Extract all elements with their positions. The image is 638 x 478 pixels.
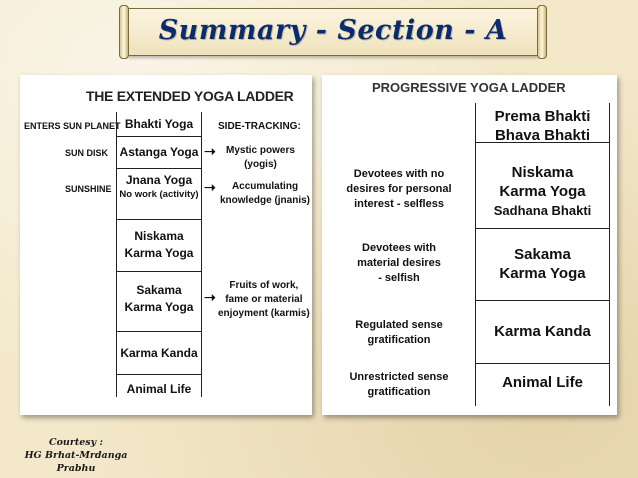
rung-niskama-karma-yoga bbox=[476, 143, 609, 229]
desc-unrestricted-sense bbox=[328, 370, 470, 400]
rung-label: Prema Bhakti bbox=[494, 108, 591, 125]
rung-label-2: Karma Yoga bbox=[499, 183, 586, 200]
extended-ladder bbox=[116, 112, 202, 397]
rung-sakama-karma-yoga bbox=[476, 229, 609, 301]
rung-animal-life bbox=[476, 363, 609, 406]
rung-label-2: Karma Yoga bbox=[124, 246, 194, 260]
right-arrow-icon: ➝ bbox=[204, 179, 216, 195]
rung-niskama-karma-yoga bbox=[117, 220, 201, 272]
rung-animal-life bbox=[117, 374, 201, 397]
side-label-sun-disk: SUN DISK bbox=[65, 148, 109, 158]
rung-sakama-karma-yoga bbox=[117, 272, 201, 332]
desc-line: Devotees with no bbox=[353, 168, 445, 180]
rung-label-2: Bhava Bhakti bbox=[494, 127, 591, 144]
desc-line: interest - selfless bbox=[354, 198, 444, 210]
note-line: Fruits of work, bbox=[229, 280, 299, 291]
side-note-accumulating-knowledge bbox=[220, 180, 310, 208]
rung-label: Karma Kanda bbox=[120, 346, 198, 360]
rung-karma-kanda bbox=[117, 332, 201, 375]
desc-line: Regulated sense bbox=[355, 319, 443, 331]
slide-title: Summary - Section - A bbox=[158, 15, 508, 46]
side-label-sunshine: SUNSHINE bbox=[65, 184, 112, 194]
rung-bhakti-yoga bbox=[117, 112, 201, 137]
desc-line: gratification bbox=[367, 334, 431, 346]
rung-label: Niskama bbox=[511, 164, 574, 181]
note-line: Mystic powers bbox=[226, 145, 295, 156]
rung-label: Jnana Yoga bbox=[125, 173, 193, 187]
progressive-yoga-ladder-panel bbox=[322, 75, 617, 415]
note-line: fame or material bbox=[225, 294, 303, 305]
note-line: Accumulating bbox=[231, 181, 299, 192]
rung-label-2: Karma Yoga bbox=[124, 300, 194, 314]
rung-label: Sakama bbox=[136, 283, 182, 297]
title-banner bbox=[128, 8, 538, 56]
left-panel-title: THE EXTENDED YOGA LADDER bbox=[86, 88, 294, 104]
rung-jnana-yoga bbox=[117, 168, 201, 220]
note-line: knowledge (jnanis) bbox=[220, 195, 311, 206]
desc-regulated-sense bbox=[328, 318, 470, 348]
side-label-enters-sun-planet: ENTERS SUN PLANET bbox=[24, 121, 121, 131]
courtesy-label: Courtesy : bbox=[49, 437, 103, 448]
desc-line: material desires bbox=[357, 257, 441, 269]
right-arrow-icon: ➝ bbox=[204, 143, 216, 159]
desc-selfless-devotees bbox=[328, 167, 470, 212]
rung-sublabel: Sadhana Bhakti bbox=[493, 203, 592, 218]
rung-label: Sakama bbox=[514, 246, 571, 263]
rung-sublabel: No work (activity) bbox=[119, 189, 199, 200]
note-line: (yogis) bbox=[244, 159, 277, 170]
rung-karma-kanda bbox=[476, 301, 609, 364]
rung-label: Bhakti Yoga bbox=[124, 117, 194, 131]
rung-label: Astanga Yoga bbox=[119, 145, 199, 159]
courtesy-name: HG Brhat-Mrdanga Prabhu bbox=[24, 450, 128, 474]
rung-label-2: Karma Yoga bbox=[499, 265, 586, 282]
rung-label: Karma Kanda bbox=[494, 323, 591, 340]
note-line: enjoyment (karmis) bbox=[218, 308, 310, 319]
rung-astanga-yoga bbox=[117, 136, 201, 169]
desc-line: gratification bbox=[367, 386, 431, 398]
rung-prema-bhakti bbox=[476, 103, 609, 143]
desc-line: Unrestricted sense bbox=[349, 371, 449, 383]
desc-line: - selfish bbox=[378, 272, 420, 284]
rung-label: Animal Life bbox=[126, 382, 192, 396]
right-arrow-icon: ➝ bbox=[204, 289, 216, 305]
desc-line: Devotees with bbox=[362, 242, 436, 254]
side-tracking-header: SIDE-TRACKING: bbox=[218, 121, 301, 132]
courtesy-credit bbox=[6, 436, 146, 475]
extended-yoga-ladder-panel bbox=[20, 75, 312, 415]
desc-line: desires for personal bbox=[346, 183, 452, 195]
rung-label: Animal Life bbox=[502, 374, 583, 391]
desc-selfish-devotees bbox=[328, 241, 470, 286]
side-note-fruits-of-work bbox=[218, 279, 310, 321]
right-panel-title: PROGRESSIVE YOGA LADDER bbox=[372, 80, 566, 95]
progressive-ladder bbox=[475, 103, 610, 406]
side-note-mystic-powers bbox=[226, 144, 295, 172]
rung-label: Niskama bbox=[134, 229, 184, 243]
